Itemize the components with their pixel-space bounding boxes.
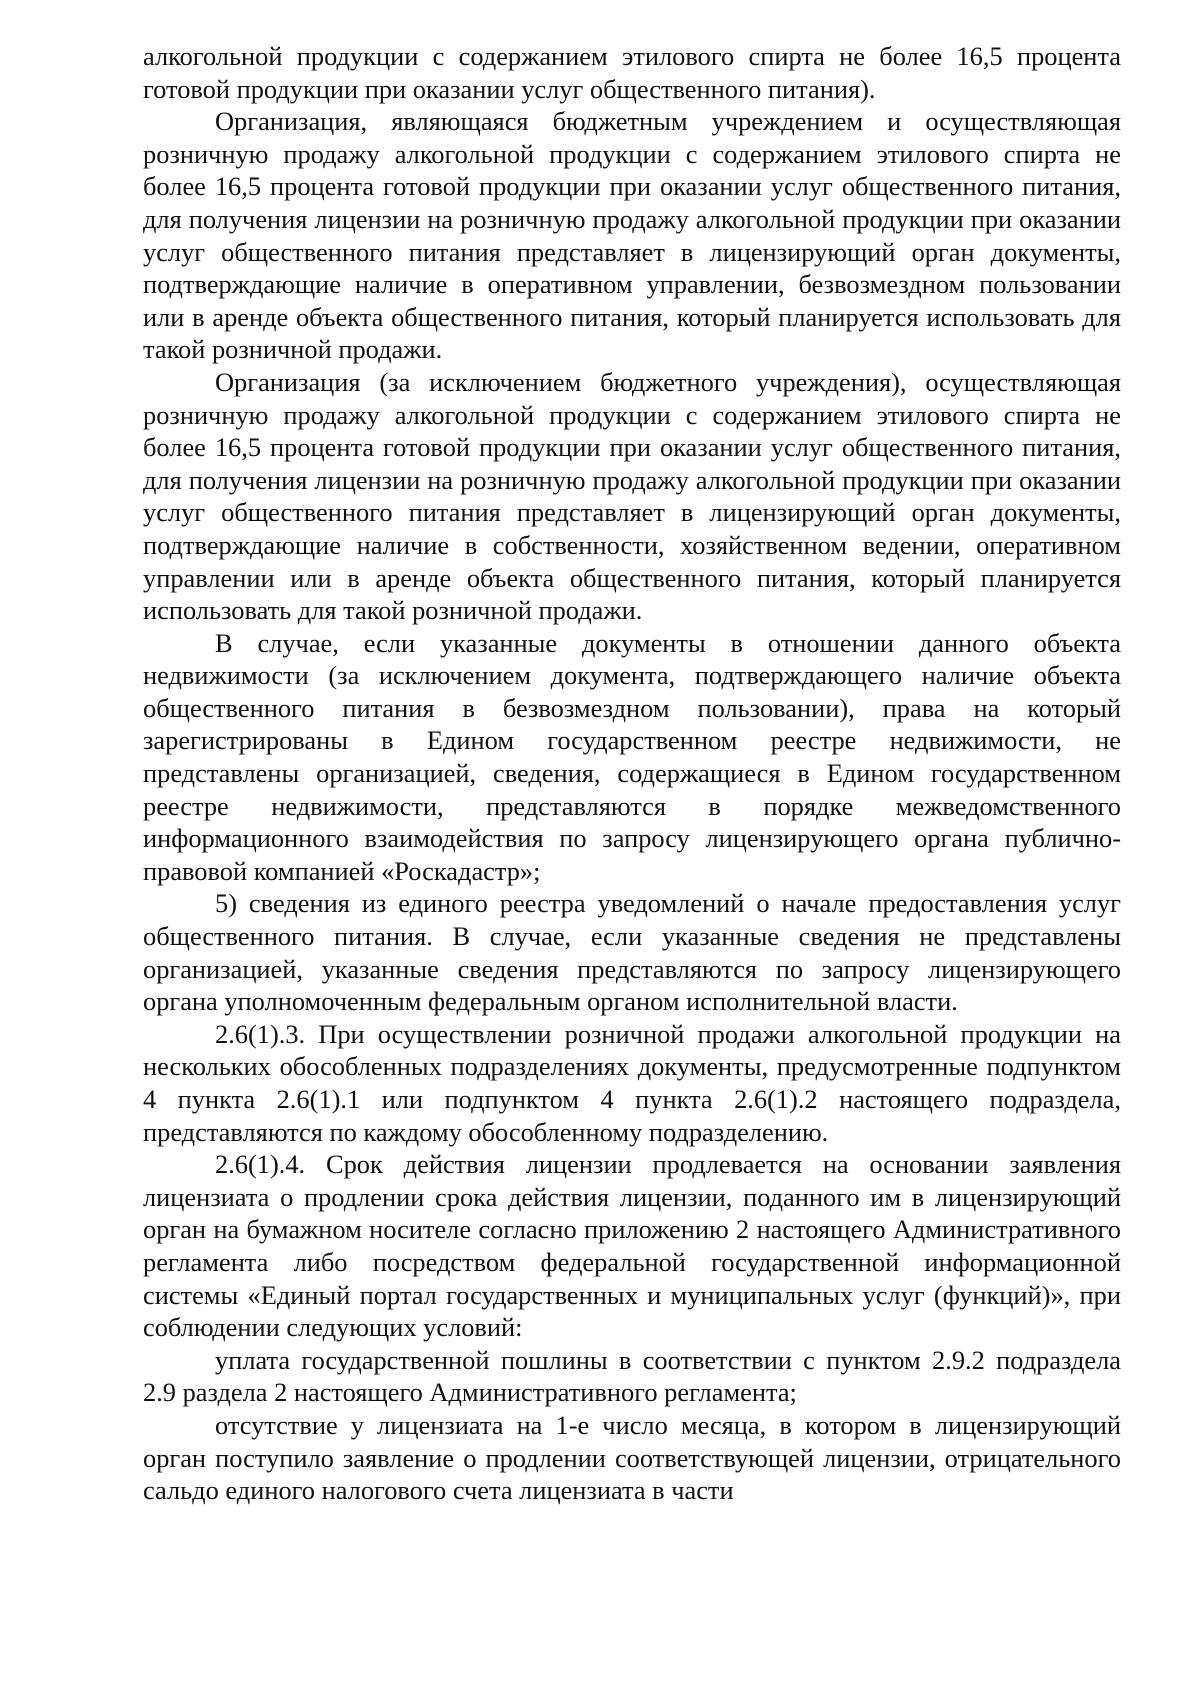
document-page — [143, 40, 1121, 1507]
paragraph-egrn-documents: В случае, если указанные документы в отношении данного объекта недвижимости (за исключением документа, подтверждающего наличие объекта общественного питания в безвозмездном пользовании), права на который зарегистрированы в Едином государственном реестре недвижимости, не представлены организацией, сведения, содержащиеся в Едином государственном реестре недвижимости, представляются в порядке межведомственного информационного взаимодействия по запросу лицензирующего органа публично-правовой компанией «Роскадастр»; — [143, 627, 1121, 886]
paragraph-section-2-6-1-3: 2.6(1).3. При осуществлении розничной продажи алкогольной продукции на нескольких обособленных подразделениях документы, предусмотренные подпунктом 4 пункта 2.6(1).1 или подпунктом 4 пункта 2.6(1).2 настоящего подраздела, представляются по каждому обособленному подразделению. — [143, 1018, 1121, 1147]
paragraph-state-duty: уплата государственной пошлины в соответствии с пунктом 2.9.2 подраздела 2.9 раздела 2 настоящего Административного регламента; — [143, 1344, 1121, 1408]
paragraph-section-2-6-1-4: 2.6(1).4. Срок действия лицензии продлевается на основании заявления лицензиата о продлении срока действия лицензии, поданного им в лицензирующий орган на бумажном носителе согласно приложению 2 настоящего Административного регламента либо посредством федеральной государственной информационной системы «Единый портал государственных и муниципальных услуг (функций)», при соблюдении следующих условий: — [143, 1149, 1121, 1343]
paragraph-continuation: алкогольной продукции с содержанием этилового спирта не более 16,5 процента готовой продукции при оказании услуг общественного питания). — [143, 41, 1121, 104]
paragraph-absence-of-debt: отсутствие у лицензиата на 1-е число месяца, в котором в лицензирующий орган поступило заявление о продлении соответствующей лицензии, отрицательного сальдо единого налогового счета лицензиата в части — [143, 1409, 1121, 1506]
paragraph-other-organization: Организация (за исключением бюджетного учреждения), осуществляющая розничную продажу алкогольной продукции с содержанием этилового спирта не более 16,5 процента готовой продукции при оказании услуг общественного питания, для получения лицензии на розничную продажу алкогольной продукции при оказании услуг общественного питания представляет в лицензирующий орган документы, подтверждающие наличие в собственности, хозяйственном ведении, оперативном управлении или в аренде объекта общественного питания, который планируется использовать для такой розничной продажи. — [143, 366, 1121, 626]
paragraph-budget-institution: Организация, являющаяся бюджетным учреждением и осуществляющая розничную продажу алкогольной продукции с содержанием этилового спирта не более 16,5 процента готовой продукции при оказании услуг общественного питания, для получения лицензии на розничную продажу алкогольной продукции при оказании услуг общественного питания представляет в лицензирующий орган документы, подтверждающие наличие в оперативном управлении, безвозмездном пользовании или в аренде объекта общественного питания, который планируется использовать для такой розничной продажи. — [143, 106, 1121, 365]
paragraph-item-5: 5) сведения из единого реестра уведомлений о начале предоставления услуг общественного питания. В случае, если указанные сведения не представлены организацией, указанные сведения представляются по запросу лицензирующего органа уполномоченным федеральным органом исполнительной власти. — [143, 888, 1121, 1017]
